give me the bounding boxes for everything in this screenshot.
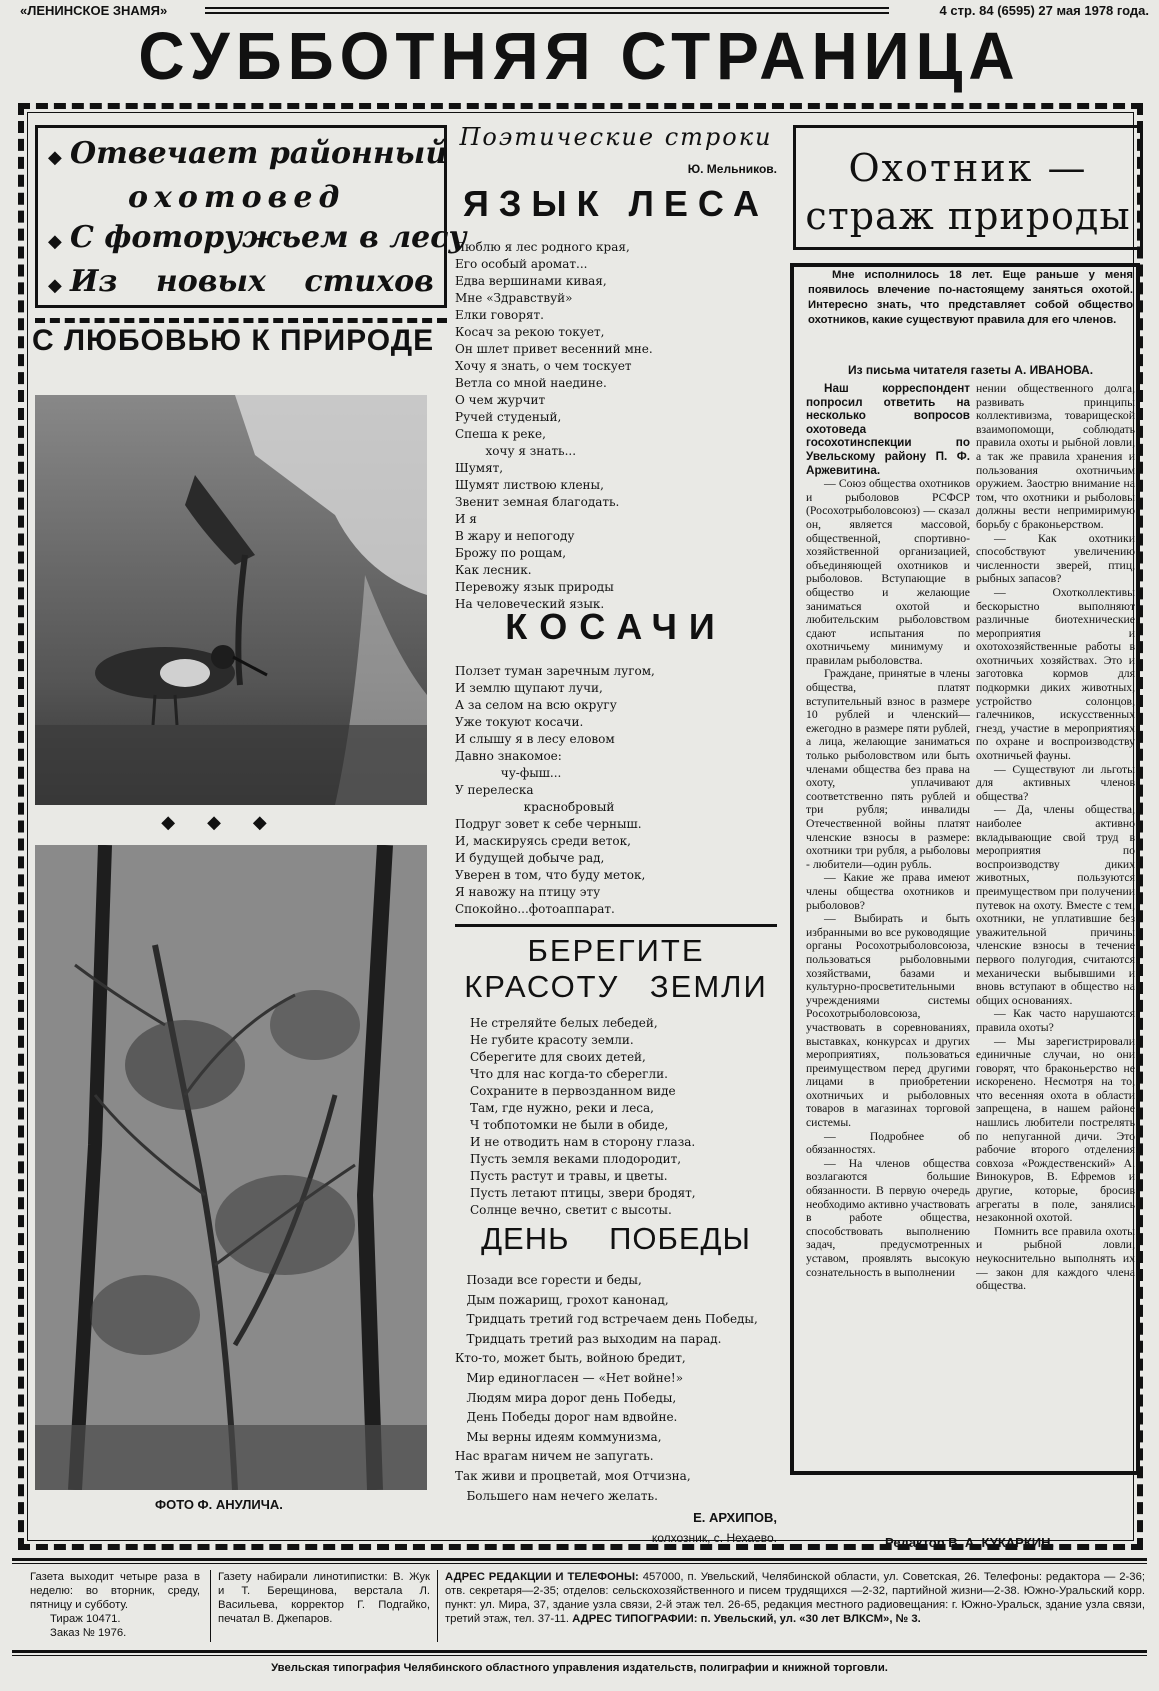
article-paragraph: — Подробнее об обязанностях. xyxy=(806,1129,970,1157)
divider xyxy=(455,924,777,927)
article-column-2 xyxy=(976,382,1135,1482)
masthead xyxy=(10,0,1149,18)
footer-separator xyxy=(210,1570,211,1642)
article-paragraph: — Как охотники способствуют увеличению численности зверей, птиц, рыбных запасов? xyxy=(976,531,1135,586)
page-title: СУББОТНЯЯ СТРАНИЦА xyxy=(138,18,1021,94)
footer-rule xyxy=(12,1655,1147,1656)
poem-author-place: колхозник, с. Нехаево. xyxy=(651,1531,777,1545)
article-paragraph: — Как часто нарушаются правила охоты? xyxy=(976,1007,1135,1034)
footer-typeset: Газету набирали линотипистки: В. Жук и Т. Берещинова, верстала Л. Васильева, корректор Г. Подгайко, печатал В. Джепаров. xyxy=(218,1571,430,1625)
letter-source: Из письма читателя газеты А. ИВАНОВА. xyxy=(847,363,1094,377)
article-intro: Мне исполнилось 18 лет. Еще раньше у меня появилось влечение по-настоящему заняться охотой. Интересно знать, что представляет собой общество охотников, какие существуют правила для его членов. xyxy=(808,269,1133,326)
contents-item: ◆ Отвечает районный xyxy=(48,134,434,178)
diamond-bullet-icon: ◆ xyxy=(48,147,62,168)
poem-title: КОСАЧИ xyxy=(505,606,727,647)
section-heading: С ЛЮБОВЬЮ К ПРИРОДЕ xyxy=(32,324,435,357)
diamond-bullet-icon: ◆ xyxy=(48,275,62,296)
bird-photo-image xyxy=(35,395,427,805)
footer-address: АДРЕС РЕДАКЦИИ И ТЕЛЕФОНЫ: 457000, п. Увельский, Челябинской области, ул. Советская, 26. Телефоны: редактора — 2-36; отв. секретаря—2-35; отделов: сельскохозяйственного и писем трудящихся —2-32, партийной жизни—2-38. Южно-Уральский корр. пункт: ул. Мира, 37, здание узла связи, 2-й этаж тел. 26-65, редакция местного радиовещания: г. Южно-Уральск, здание узла связи, третий этаж, тел. 37-11. АДРЕС ТИПОГРАФИИ: п. Увельский, ул. «30 лет ВЛКСМ», № 3. xyxy=(445,1571,1146,1625)
article-paragraph: — Да, члены общества, наиболее активно вкладывающие свой труд в мероприятия по воспроизводству диких животных, пользуются преимуществом при получении путевок на охоту. Вместе с тем, охотники, не уплатившие без уважительной причины членские взносы в течение первого полугодия, считаются механически выбывшими и вновь вступают в общество на общих основаниях. xyxy=(976,803,1135,1007)
article-paragraph: Помнить все правила охоты и рыбной ловли, неукоснительно выполнять их — закон для каждого члена общества. xyxy=(976,1224,1135,1293)
poetry-header: Поэтические строки xyxy=(459,123,773,151)
tree-photo xyxy=(35,845,427,1490)
masthead-rule xyxy=(205,7,889,14)
issue-info: 4 стр. 84 (6595) 27 мая 1978 года. xyxy=(939,3,1149,18)
article-title: Охотник — xyxy=(848,146,1088,190)
ornament: ◆◆◆ xyxy=(161,812,299,833)
tree-photo-image xyxy=(35,845,427,1490)
article-paragraph: — Охотколлективы бескорыстно выполняют различные биотехнические мероприятия и охотохозяйственные работы в охотничьих хозяйствах. Это и заготовка кормов для подкормки диких животных, устройство солонцов, галечников, искусственных гнезд, участие в мероприятиях по охране и воспроизводству охотничьей фауны. xyxy=(976,585,1135,763)
footer-rule xyxy=(12,1558,1147,1561)
poem-title: ЯЗЫК ЛЕСА xyxy=(462,183,770,224)
poem-text: Не стреляйте белых лебедей, Не губите красоту земли. Сберегите для своих детей, Что для нас когда-то сберегли. Сохраните в первозданном виде Там, где нужно, реки и леса, Ч тобпотомки не были в обиде, И не отводить нам в сторону глаза. Пусть земля веками плодородит, Пусть растут и травы, и цветы. Пусть летают птицы, звери бродят, Солнце вечно, светит с высоты. xyxy=(470,1016,696,1217)
diamond-bullet-icon: ◆ xyxy=(48,231,62,252)
poem-title: ДЕНЬ ПОБЕДЫ xyxy=(481,1221,751,1256)
bird-photo xyxy=(35,395,427,805)
photo-caption: ФОТО Ф. АНУЛИЧА. xyxy=(155,1497,283,1512)
poem-title: БЕРЕГИТЕ КРАСОТУ ЗЕМЛИ xyxy=(464,933,768,1004)
newspaper-name: «ЛЕНИНСКОЕ ЗНАМЯ» xyxy=(20,3,168,18)
footer-separator xyxy=(437,1570,438,1642)
article-paragraph: нении общественного долга, развивать принципы коллективизма, товарищеской взаимопомощи, соблюдать правила охоты и рыбной ловли, а так же правила хранения и пользования охотничьим оружием. Заострю внимание на том, что охотники и рыболовы должны вести непримиримую борьбу с браконьерством. xyxy=(976,382,1135,531)
article-paragraph: — Союз общества охотников и рыболовов РСФСР (Росохотрыболовсоюз) — сказал он, является массовой, общественной, спортивно-хозяйственной организацией, объединяющей охотников и рыболовов. Вступающие в общество и желающие заниматься охотой и любительским рыболовством сдают испытания по охотничьему минимуму и правилам рыболовства. xyxy=(806,477,970,667)
footer-rule xyxy=(12,1650,1147,1653)
editor-credit: Редактор В. А. КУКАРКИН. xyxy=(885,1535,1055,1550)
poem-text: Люблю я лес родного края, Его особый аромат... Едва вершинами кивая, Мне «Здравствуй» Елки говорят. Косач за рекою токует, Он шлет привет весенний мне. Хочу я знать, о чем тоскует Ветла со мной наедине. О чем журчит Ручей студеный, Спеша к реке, хочу я знать... Шумят, Шумят листвою клены, Звенит земная благодать. И я В жару и непогоду Брожу по рощам, Как лесник. Перевожу язык природы На человеческий язык. xyxy=(455,240,653,611)
article-paragraph: — Выбирать и быть избранными во все руководящие органы Росохотрыболовсоюза, пользоваться рыболовными хозяйствами, базами и культурно-просветительными учреждениями системы Росохотрыболовсоюза, участвовать в соревнованиях, выставках, конкурсах и других мероприятиях, пользоваться преимуществом перед другими лицами в приобретении охотничьих и рыболовных товаров в магазинах торговой системы. xyxy=(806,912,970,1130)
poem-author: Е. АРХИПОВ, xyxy=(693,1510,777,1525)
contents-box xyxy=(35,125,467,308)
poem-author: Ю. Мельников. xyxy=(687,162,777,176)
article-paragraph: — Существуют ли льготы для активных членов общества? xyxy=(976,762,1135,803)
article-paragraph: Граждане, принятые в члены общества, платят вступительный взнос в размере 10 рублей и членский—ежегодно в размере пяти рублей, а лица, желающие заниматься только рыболовством или быть членами общества без права на охоту, уплачивают соответственно пять рублей и три рубля; инвалиды Отечественной войны платят членские взносы в размере: охотники три рубля, а рыболовы - любители—один рубль. xyxy=(806,667,970,871)
article-paragraph: — На членов общества возлагаются большие обязанности. В первую очередь необходимо активно участвовать в работе общества, способствовать выполнению задач, предусмотренных уставом, проявлять высокую сознательность в выполнении xyxy=(806,1156,970,1279)
poem-text: Позади все горести и беды, Дым пожарищ, грохот канонад, Тридцать третий год встречаем день Победы, Тридцать третий раз выходим на парад. Кто-то, может быть, войною бредит, Мир единогласен — «Нет войне!» Людям мира дорог день Победы, День Победы дорог нам вдвойне. Мы верны идеям коммунизма, Нас врагам ничем не запугать. Так живи и процветай, моя Отчизна, Большего нам нечего желать. xyxy=(455,1273,758,1503)
article-title-box xyxy=(793,125,1143,250)
contents-item: ◆ Из новых стихов xyxy=(48,262,434,306)
footer-rule xyxy=(12,1563,1147,1564)
footer-schedule: Газета выходит четыре раза в неделю: во вторник, среду, пятницу и субботу. Тираж 10471. Заказ № 1976. xyxy=(30,1571,200,1639)
contents-item: охотовед xyxy=(128,180,346,215)
contents-item: ◆ С фоторужьем в лесу xyxy=(48,218,434,262)
article-paragraph: — Какие же права имеют члены общества охотников и рыболовов? xyxy=(806,871,970,912)
article-paragraph: — Мы зарегистрировали единичные случаи, но они говорят, что браконьерство не искоренено. Несмотря на то, что весенняя охота в области запрещена, в нашем районе нашлись любители пострелять по непуганной дичи. Это рабочие второго отделения совхоза «Рождественский» А. Винокуров, В. Ефремов и другие, которые, бросив агрегаты в поле, занялись незаконной охотой. xyxy=(976,1034,1135,1225)
article-lead: Наш корреспондент попросил ответить на несколько вопросов охотоведа госохотинспекции по Увельскому району П. Ф. Аржевитина. xyxy=(806,382,970,477)
article-column-1 xyxy=(806,382,970,1482)
poem-text: Ползет туман заречным лугом, И землю щупают лучи, А за селом на всю округу Уже токуют косачи. И слышу я в лесу еловом Давно знакомое: чу-фыш... У перелеска краснобровый Подруг зовет к себе черныш. И, маскируясь среди веток, И будущей добыче рад, Уверен в том, что буду меток, Я навожу на птицу эту Спокойно...фотоаппарат. xyxy=(455,664,655,916)
article-title: страж природы xyxy=(805,194,1131,238)
divider xyxy=(35,318,447,323)
printer-credit: Увельская типография Челябинского областного управления издательств, полиграфии и книжной торговли. xyxy=(271,1662,888,1674)
